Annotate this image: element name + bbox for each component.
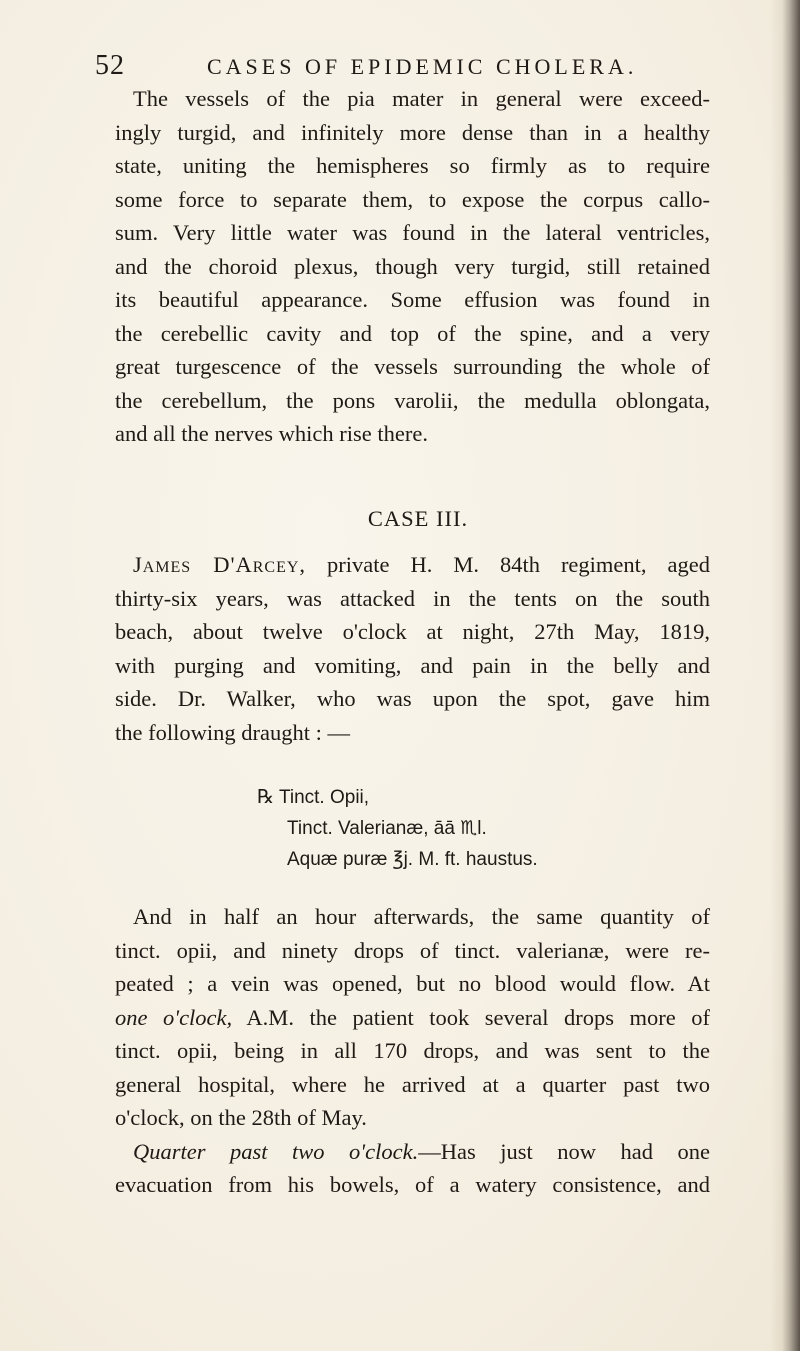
prescription-line: ℞ Tinct. Opii, xyxy=(257,787,370,808)
text-line: its beautiful appearance. Some effusion was found in xyxy=(115,287,710,312)
paragraph-pia-mater xyxy=(115,82,710,451)
text-line: great turgescence of the vessels surrounding the whole of xyxy=(115,354,710,379)
text-line: tinct. opii, being in all 170 drops, and was sent to the xyxy=(115,1038,710,1063)
text-fragment: private H. M. 84th regiment, aged xyxy=(327,552,710,577)
text-line: the following draught : — xyxy=(115,719,350,745)
text-line: the cerebellum, the pons varolii, the medulla oblongata, xyxy=(115,387,710,413)
text-line: and the choroid plexus, though very turgid, still retained xyxy=(115,253,710,279)
case-heading xyxy=(0,506,800,532)
text-line: o'clock, on the 28th of May. xyxy=(115,1105,367,1130)
paragraph-case-iii xyxy=(115,548,710,749)
text-line: general hospital, where he arrived at a quarter past two xyxy=(115,1071,710,1097)
running-title: CASES OF EPIDEMIC CHOLERA. xyxy=(207,54,638,79)
text-line: And in half an hour afterwards, the same quantity of xyxy=(133,904,710,929)
page-number: 52 xyxy=(95,50,125,81)
text-line: sum. Very little water was found in the lateral ventricles, xyxy=(115,220,710,245)
text-line xyxy=(115,548,710,582)
italic-text: Quarter past two o'clock. xyxy=(133,1138,419,1164)
text-line: beach, about twelve o'clock at night, 27th May, 1819, xyxy=(115,619,710,644)
text-fragment: A.M. the patient took several drops more of xyxy=(232,1004,710,1030)
text-line: The vessels of the pia mater in general were exceed- xyxy=(133,86,710,111)
case-heading-text: CASE III. xyxy=(367,506,469,531)
text-fragment: —Has just now had one xyxy=(418,1138,710,1164)
prescription-line: Aquæ puræ ℥j. M. ft. haustus. xyxy=(287,849,538,870)
paragraph-treatment xyxy=(115,900,710,1202)
text-line: and all the nerves which rise there. xyxy=(115,421,429,446)
text-line: ingly turgid, and infinitely more dense than in a healthy xyxy=(115,119,710,145)
text-line: evacuation from his bowels, of a watery consistence, and xyxy=(115,1172,710,1197)
text-line: thirty-six years, was attacked in the tents on the south xyxy=(115,585,710,611)
patient-name: James D'Arcey, xyxy=(133,552,307,577)
text-line: side. Dr. Walker, who was upon the spot, gave him xyxy=(115,686,710,711)
text-line xyxy=(115,1135,710,1169)
text-line: the cerebellic cavity and top of the spine, and a very xyxy=(115,320,710,346)
text-line: state, uniting the hemispheres so firmly as to require xyxy=(115,153,710,178)
text-line: with purging and vomiting, and pain in the belly and xyxy=(115,652,710,678)
prescription-line: Tinct. Valerianæ, āā ♏l. xyxy=(287,818,487,839)
italic-text: one o'clock, xyxy=(115,1004,233,1030)
text-line: tinct. opii, and ninety drops of tinct. valerianæ, were re- xyxy=(115,937,710,963)
text-line xyxy=(115,1001,710,1035)
text-line: some force to separate them, to expose the corpus callo- xyxy=(115,186,710,212)
text-line: peated ; a vein was opened, but no blood would flow. At xyxy=(115,971,710,996)
